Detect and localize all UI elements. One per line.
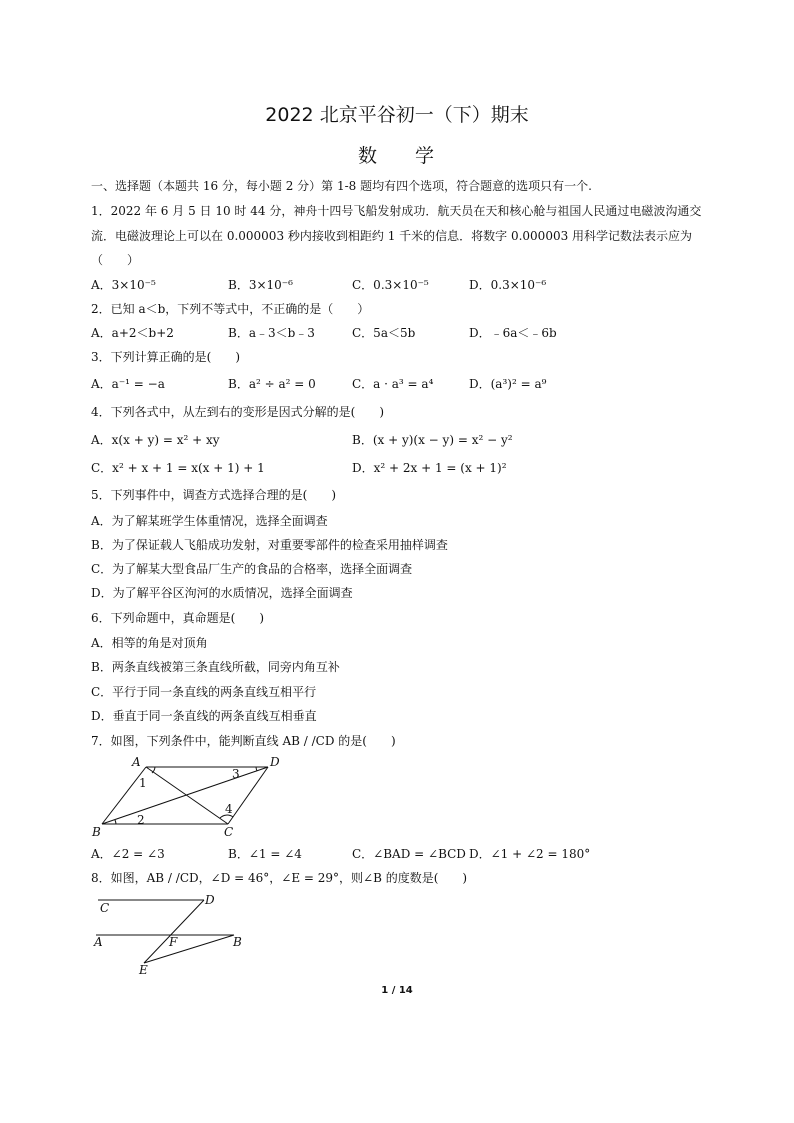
point-label-a: A: [132, 755, 141, 769]
q4-stem: 4．下列各式中，从左到右的变形是因式分解的是( ): [91, 405, 385, 419]
q7-option-b: B．∠1 = ∠4: [228, 847, 302, 861]
q3-stem: 3．下列计算正确的是( ): [91, 350, 240, 364]
q6-option-b: B．两条直线被第三条直线所截，同旁内角互补: [91, 660, 340, 674]
q5-option-a: A．为了解某班学生体重情况，选择全面调查: [91, 514, 328, 528]
q6-option-c: C．平行于同一条直线的两条直线互相平行: [91, 685, 317, 699]
q1-option-b: B．3×10⁻⁶: [228, 278, 293, 292]
q3-option-d: D．(a³)² = a⁹: [469, 377, 547, 391]
q4-option-a: A．x(x + y) = x² + xy: [91, 433, 220, 447]
point-label-d: D: [205, 893, 215, 907]
angle-label-2: 2: [137, 813, 145, 827]
point-label-c: C: [100, 901, 110, 915]
q7-stem: 7．如图，下列条件中，能判断直线 AB / /CD 的是( ): [91, 734, 396, 748]
point-label-e: E: [139, 963, 148, 977]
q7-option-a: A．∠2 = ∠3: [91, 847, 165, 861]
q6-stem: 6．下列命题中，真命题是( ): [91, 611, 264, 625]
subject-char: 数: [357, 145, 379, 167]
q3-option-b: B．a² ÷ a² = 0: [228, 377, 316, 391]
q2-stem: 2．已知 a＜b，下列不等式中，不正确的是（ ）: [91, 302, 370, 316]
q4-option-d: D．x² + 2x + 1 = (x + 1)²: [352, 461, 507, 475]
point-label-b: B: [233, 935, 242, 949]
q5-stem: 5．下列事件中，调查方式选择合理的是( ): [91, 488, 336, 502]
subject-heading: [0, 141, 794, 168]
q6-option-d: D．垂直于同一条直线的两条直线互相垂直: [91, 709, 317, 723]
page-title: 2022 北京平谷初一（下）期末: [265, 104, 529, 126]
q8-stem: 8．如图，AB / /CD，∠D = 46°，∠E = 29°，则∠B 的度数是( ): [91, 871, 468, 885]
q3-option-a: A．a⁻¹ = −a: [91, 377, 165, 391]
q2-option-d: D．﹣6a＜﹣6b: [469, 326, 557, 340]
q2-option-c: C．5a＜5b: [352, 326, 416, 340]
q1-stem-line2: 流．电磁波理论上可以在 0.000003 秒内接收到相距约 1 千米的信息．将数字 0.000003 用科学记数法表示应为: [91, 229, 693, 243]
angle-label-4: 4: [225, 802, 233, 816]
q1-option-a: A．3×10⁻⁵: [91, 278, 156, 292]
q7-option-c: C．∠BAD = ∠BCD: [352, 847, 466, 861]
q8-parallel-lines-figure: [86, 890, 256, 978]
q1-stem-line3: （ ）: [91, 253, 140, 267]
point-label-f: F: [169, 935, 178, 949]
q5-option-d: D．为了解平谷区泃河的水质情况，选择全面调查: [91, 586, 353, 600]
q2-option-b: B．a﹣3＜b﹣3: [228, 326, 315, 340]
q5-option-c: C．为了解某大型食品厂生产的食品的合格率，选择全面调查: [91, 562, 413, 576]
section-heading: 一、选择题（本题共 16 分，每小题 2 分）第 1-8 题均有四个选项，符合题意的选项只有一个.: [91, 179, 592, 193]
q5-option-b: B．为了保证载人飞船成功发射，对重要零部件的检查采用抽样调查: [91, 538, 448, 552]
q1-option-c: C．0.3×10⁻⁵: [352, 278, 429, 292]
q2-option-a: A．a+2＜b+2: [91, 326, 174, 340]
angle-label-1: 1: [139, 776, 147, 790]
q4-option-b: B．(x + y)(x − y) = x² − y²: [352, 433, 513, 447]
q6-option-a: A．相等的角是对顶角: [91, 636, 208, 650]
point-label-a: A: [94, 935, 103, 949]
point-label-c: C: [224, 825, 234, 839]
angle-label-3: 3: [232, 767, 240, 781]
page-number: 1 / 14: [381, 985, 413, 996]
q4-option-c: C．x² + x + 1 = x(x + 1) + 1: [91, 461, 265, 475]
q7-option-d: D．∠1 + ∠2 = 180°: [469, 847, 591, 861]
point-label-b: B: [92, 825, 101, 839]
point-label-d: D: [270, 755, 280, 769]
q1-option-d: D．0.3×10⁻⁶: [469, 278, 547, 292]
q1-stem-line1: 1．2022 年 6 月 5 日 10 时 44 分，神舟十四号飞船发射成功．航天员在天和核心舱与祖国人民通过电磁波沟通交: [91, 204, 702, 218]
q3-option-c: C．a · a³ = a⁴: [352, 377, 434, 391]
q7-parallelogram-figure: [86, 754, 286, 840]
subject-char: 学: [415, 145, 437, 167]
